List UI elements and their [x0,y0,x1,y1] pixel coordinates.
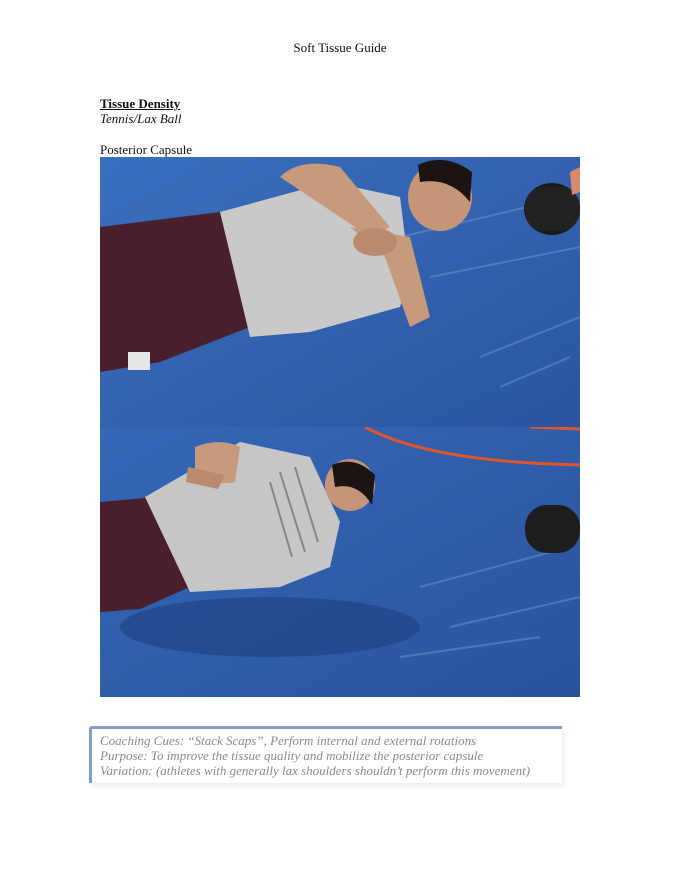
exercise-photo-start [100,157,580,427]
variation-text: Variation: (athletes with generally lax shoulders shouldn’t perform this movement) [100,763,531,778]
purpose-text: Purpose: To improve the tissue quality and mobilize the posterior capsule [100,748,484,763]
exercise-name: Posterior Capsule [100,142,193,157]
coaching-cues-text: Coaching Cues: “Stack Scaps”, Perform internal and external rotations [100,733,477,748]
exercise-photo-end [100,427,580,697]
page-header: Soft Tissue Guide [293,40,387,55]
section-title: Tissue Density [100,96,181,111]
section-subtitle: Tennis/Lax Ball [100,111,182,126]
